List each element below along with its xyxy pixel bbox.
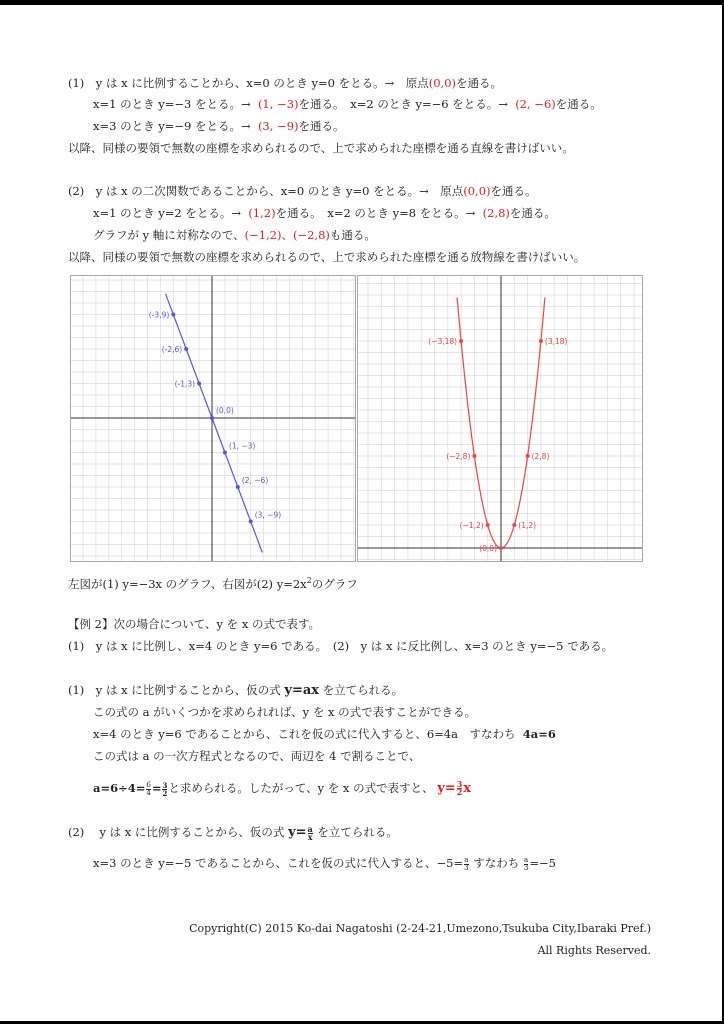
point-label: (3,18)	[544, 337, 568, 346]
point-label: (0,0)	[216, 406, 234, 415]
data-point	[249, 520, 253, 524]
data-point	[486, 523, 490, 527]
data-point	[210, 416, 214, 420]
point-label: (-1,3)	[174, 379, 196, 389]
point-label: (2, −6)	[241, 476, 269, 485]
point-label: (−3,18)	[428, 337, 458, 346]
fraction-a-x: $\frac{a}{x}$	[307, 823, 313, 842]
graph-curve	[166, 294, 263, 553]
sol1-line3: x=4 のとき y=6 であることから、これを仮の式に代入すると、6=4a すなわち 4a=6	[93, 727, 556, 741]
copyright-line: Copyright(C) 2015 Ko-dai Nagatoshi (2-24-21,Umezono,Tsukuba City,Ibaraki Pref.)	[189, 922, 651, 935]
quadratic-graph	[357, 275, 643, 562]
s1-line2: x=1 のとき y=−3 をとる。→ (1, −3)を通る。 x=2 のとき y=−6 をとる。→ (2, −6)を通る。	[93, 97, 602, 111]
data-point	[223, 451, 227, 455]
s1-line3: x=3 のとき y=−9 をとる。→ (3, −9)を通る。	[93, 119, 345, 133]
data-point	[171, 313, 175, 317]
point-label: (1,2)	[518, 521, 537, 530]
data-point	[472, 454, 476, 458]
sol1-line4: この式は a の一次方程式となるので、両辺を 4 で割ることで、	[93, 749, 421, 763]
point-label: (−2,8)	[446, 452, 471, 461]
data-point	[197, 382, 201, 386]
point-label: (-2,6)	[161, 345, 183, 354]
point-label: (−1,2)	[459, 521, 484, 530]
graph-caption: 左図が(1) y=−3x のグラフ、右図が(2) $y=2x^2$のグラフ	[68, 576, 358, 591]
point-label: (0,0)	[479, 544, 497, 553]
data-point	[459, 339, 463, 343]
data-point	[184, 347, 188, 351]
s2-line4: 以降、同様の要領で無数の座標を求められるので、上で求められた座標を通る放物線を書けばいい。	[68, 250, 586, 264]
data-point	[539, 339, 543, 343]
data-point	[526, 454, 530, 458]
sol1-line2: この式の a がいくつかを求められれば、y を x の式で表すことができる。	[93, 705, 477, 719]
s1-line4: 以降、同様の要領で無数の座標を求められるので、上で求められた座標を通る直線を書けばいい。	[68, 141, 574, 155]
s2-line1: (2) y は x の二次関数であることから、x=0 のとき y=0 をとる。→ 原点(0,0)を通る。	[68, 184, 537, 198]
quadratic-graph-svg	[358, 276, 642, 561]
top-border	[0, 0, 724, 5]
sol2-line1: (2) y は x に比例することから、仮の式 y= $\frac{a}{x}$ を立てられる。	[68, 823, 398, 842]
point-label: (3, −9)	[254, 510, 282, 520]
example2-title: 【例 2】次の場合について、y を x の式で表す。	[68, 617, 321, 631]
fraction-a-3: $\frac{a}{3}$	[464, 855, 469, 872]
sol1-line5: a=6÷4= $\frac{6}{4}$ = $\frac{3}{2}$ と求められる。したがって、y を x の式で表すと、 y= $\frac{3}{2}$ x	[93, 779, 472, 798]
sol2-line2: x=3 のとき y=−5 であることから、これを仮の式に代入すると、−5= $\frac{a}{3}$ すなわち $\frac{a}{3}$ =−5	[93, 855, 556, 872]
fraction-a-3-b: $\frac{a}{3}$	[523, 855, 529, 872]
point-label: (2,8)	[531, 452, 550, 461]
linear-graph	[70, 275, 356, 562]
fraction-3-2: $\frac{3}{2}$	[162, 780, 168, 798]
data-point	[236, 485, 240, 489]
answer-1: y= $\frac{3}{2}$ x	[437, 779, 472, 797]
rights-reserved: All Rights Reserved.	[537, 944, 651, 957]
s2-line3: グラフが y 軸に対称なので、(−1,2)、(−2,8)も通る。	[93, 228, 376, 242]
point-label: (-3,9)	[148, 310, 170, 320]
linear-graph-svg	[71, 276, 355, 561]
data-point	[512, 523, 516, 527]
sol1-line1: (1) y は x に比例することから、仮の式 y=ax を立てられる。	[68, 683, 404, 698]
fraction-6-4: $\frac{6}{4}$	[146, 780, 151, 797]
data-point	[499, 546, 503, 550]
point-label: (1, −3)	[228, 441, 256, 451]
s1-line1: (1) y は x に比例することから、x=0 のとき y=0 をとる。→ 原点(0,0)を通る。	[68, 76, 502, 90]
s2-line2: x=1 のとき y=2 をとる。→ (1,2)を通る。 x=2 のとき y=8 をとる。→ (2,8)を通る。	[93, 206, 556, 220]
example2-problems: (1) y は x に比例し、x=4 のとき y=6 である。 (2) y は x に反比例し、x=3 のとき y=−5 である。	[68, 639, 614, 653]
